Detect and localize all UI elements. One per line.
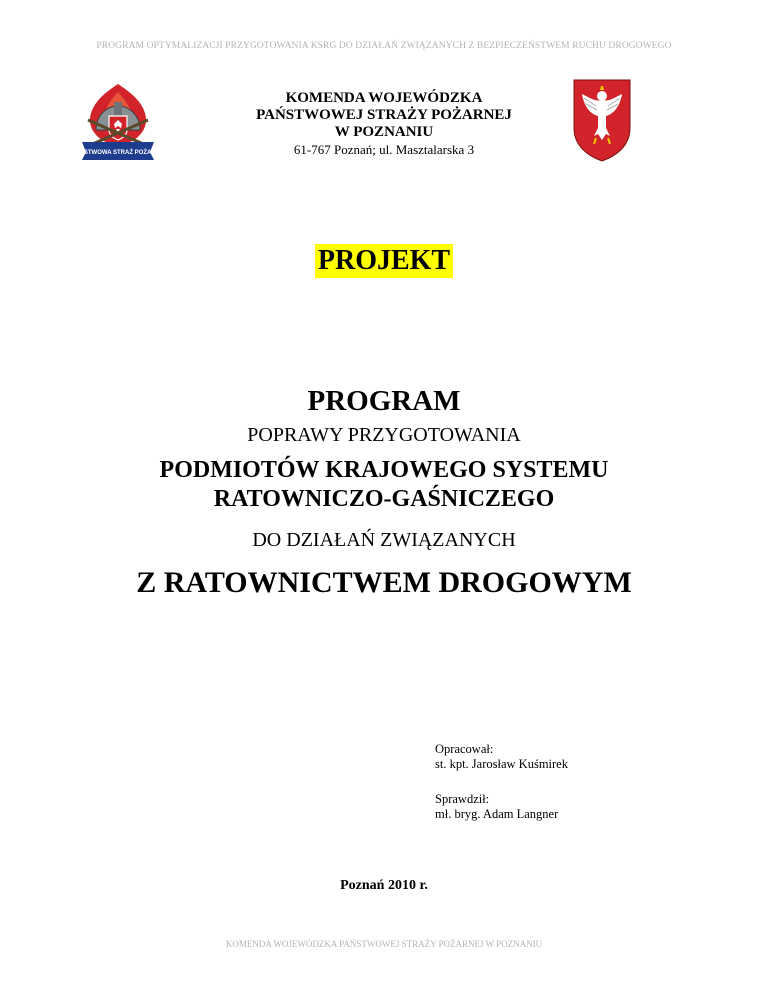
document-title: PROGRAM (307, 385, 461, 417)
coat-of-arms-logo (570, 76, 634, 164)
organization-name-line: KOMENDA WOJEWÓDZKA (285, 90, 483, 106)
psp-emblem-logo (71, 80, 165, 164)
status-label-projekt: PROJEKT (315, 244, 453, 278)
psp-ribbon-text: PAŃSTWOWA STRAŻ POŻARNA (71, 150, 165, 156)
running-header: PROGRAM OPTYMALIZACJI PRZYGOTOWANIA KSRG DO DZIAŁAŃ ZWIĄZANYCH Z BEZPIECZEŃSTWEM RUCHU DROGOWEGO (96, 41, 672, 51)
organization-name (190, 90, 578, 141)
credits-block (435, 742, 568, 822)
title-line-3 (0, 456, 768, 514)
checked-by-label: Sprawdził: (435, 792, 490, 806)
organization-address: 61-767 Poznań; ul. Masztalarska 3 (293, 142, 475, 157)
title-line-2: POPRAWY PRZYGOTOWANIA (247, 424, 521, 446)
prepared-by-label: Opracował: (435, 742, 494, 756)
title-line-5: Z RATOWNICTWEM DROGOWYM (136, 566, 632, 599)
running-footer: KOMENDA WOJEWÓDZKA PAŃSTWOWEJ STRAŻY POŻARNEJ W POZNANIU (225, 939, 543, 949)
organization-block (190, 90, 578, 157)
title-line-3a: PODMIOTÓW KRAJOWEGO SYSTEMU (159, 457, 609, 483)
status-wrapper (0, 244, 768, 278)
prepared-by-name: st. kpt. Jarosław Kuśmirek (435, 757, 568, 771)
checked-by-name: mł. bryg. Adam Langner (435, 807, 559, 821)
place-and-date: Poznań 2010 r. (340, 878, 428, 893)
title-line-4: DO DZIAŁAŃ ZWIĄZANYCH (252, 529, 516, 551)
title-line-3b: RATOWNICZO-GAŚNICZEGO (213, 486, 555, 512)
organization-name-line: PAŃSTWOWEJ STRAŻY POŻARNEJ (256, 107, 512, 123)
organization-name-line: W POZNANIU (334, 124, 434, 140)
